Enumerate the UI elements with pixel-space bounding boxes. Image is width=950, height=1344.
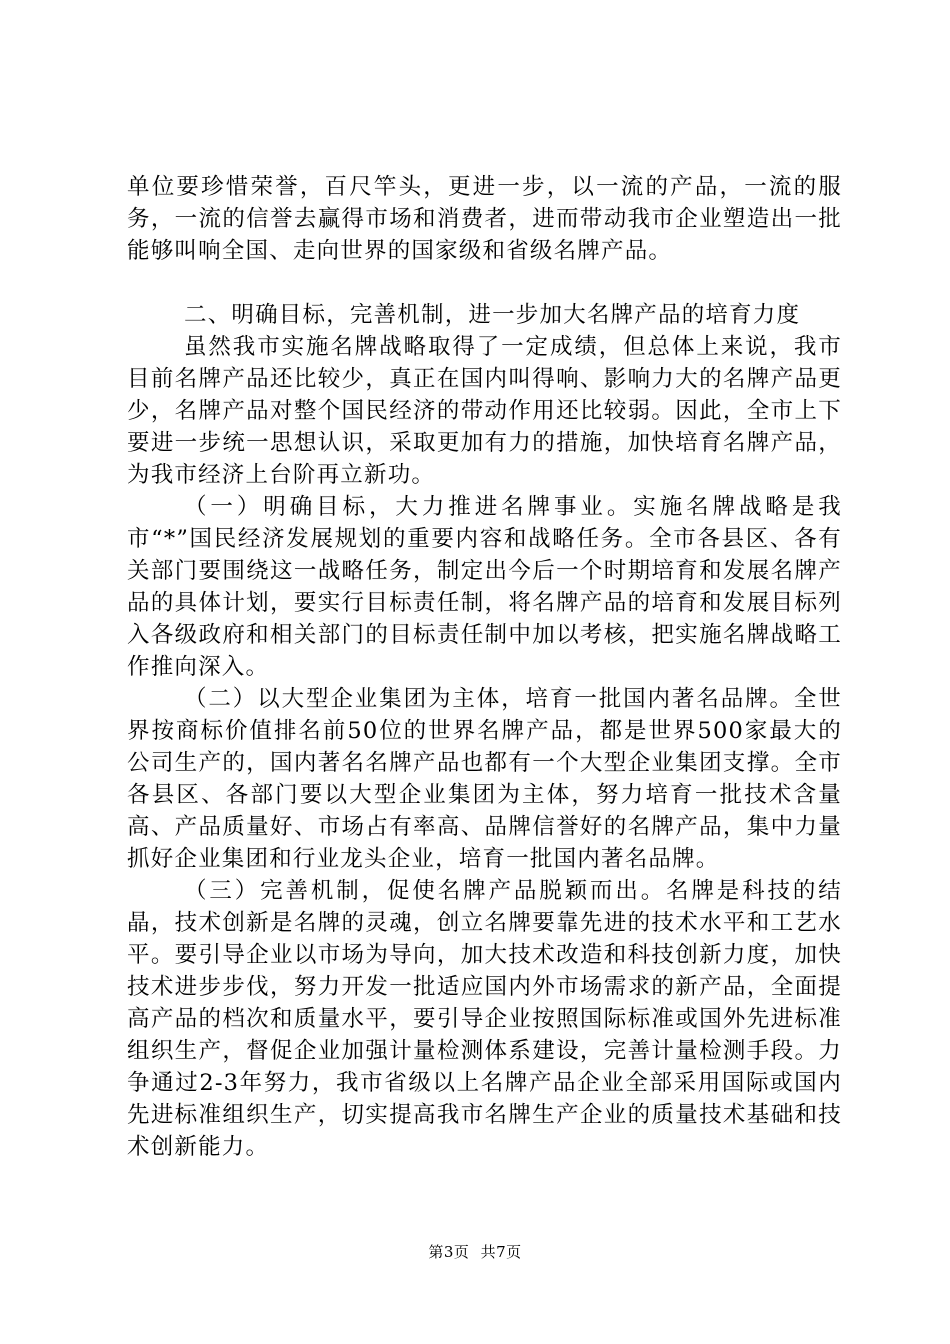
continuation-paragraph: 单位要珍惜荣誉，百尺竿头，更进一步，以一流的产品，一流的服务，一流的信誉去赢得市场和消费者，进而带动我市企业塑造出一批能够叫响全国、走向世界的国家级和省级名牌产品。: [127, 174, 842, 264]
body-text-main: [127, 299, 842, 1163]
paragraph-item-3: （三）完善机制，促使名牌产品脱颖而出。名牌是科技的结晶，技术创新是名牌的灵魂，创立名牌要靠先进的技术水平和工艺水平。要引导企业以市场为导向，加大技术改造和科技创新力度，加快技术进步步伐，努力开发一批适应国内外市场需求的新产品，全面提高产品的档次和质量水平，要引导企业按照国际标准或国外先进标准组织生产，督促企业加强计量检测体系建设，完善计量检测手段。力争通过2-3年努力，我市省级以上名牌产品企业全部采用国际或国内先进标准组织生产，切实提高我市名牌生产企业的质量技术基础和技术创新能力。: [127, 878, 842, 1160]
page-total: 共7页: [480, 1243, 522, 1261]
paragraph-intro: 虽然我市实施名牌战略取得了一定成绩，但总体上来说，我市目前名牌产品还比较少，真正在国内叫得响、影响力大的名牌产品更少，名牌产品对整个国民经济的带动作用还比较弱。因此，全市上下要进一步统一思想认识，采取更加有力的措施，加快培育名牌产品，为我市经济上台阶再立新功。: [127, 334, 842, 488]
page-number: 第3页: [428, 1243, 470, 1261]
page-footer: [0, 1242, 950, 1262]
paragraph-item-2: （二）以大型企业集团为主体，培育一批国内著名品牌。全世界按商标价值排名前50位的世界名牌产品，都是世界500家最大的公司生产的，国内著名名牌产品也都有一个大型企业集团支撑。全市各县区、各部门要以大型企业集团为主体，努力培育一批技术含量高、产品质量好、市场占有率高、品牌信誉好的名牌产品，集中力量抓好企业集团和行业龙头企业，培育一批国内著名品牌。: [127, 686, 842, 872]
section-heading: 二、明确目标，完善机制，进一步加大名牌产品的培育力度: [184, 302, 801, 328]
body-text-top: [127, 171, 842, 267]
paragraph-item-1: （一）明确目标，大力推进名牌事业。实施名牌战略是我市“*”国民经济发展规划的重要内容和战略任务。全市各县区、各有关部门要围绕这一战略任务，制定出今后一个时期培育和发展名牌产品的具体计划，要实行目标责任制，将名牌产品的培育和发展目标列入各级政府和相关部门的目标责任制中加以考核，把实施名牌战略工作推向深入。: [127, 494, 842, 680]
